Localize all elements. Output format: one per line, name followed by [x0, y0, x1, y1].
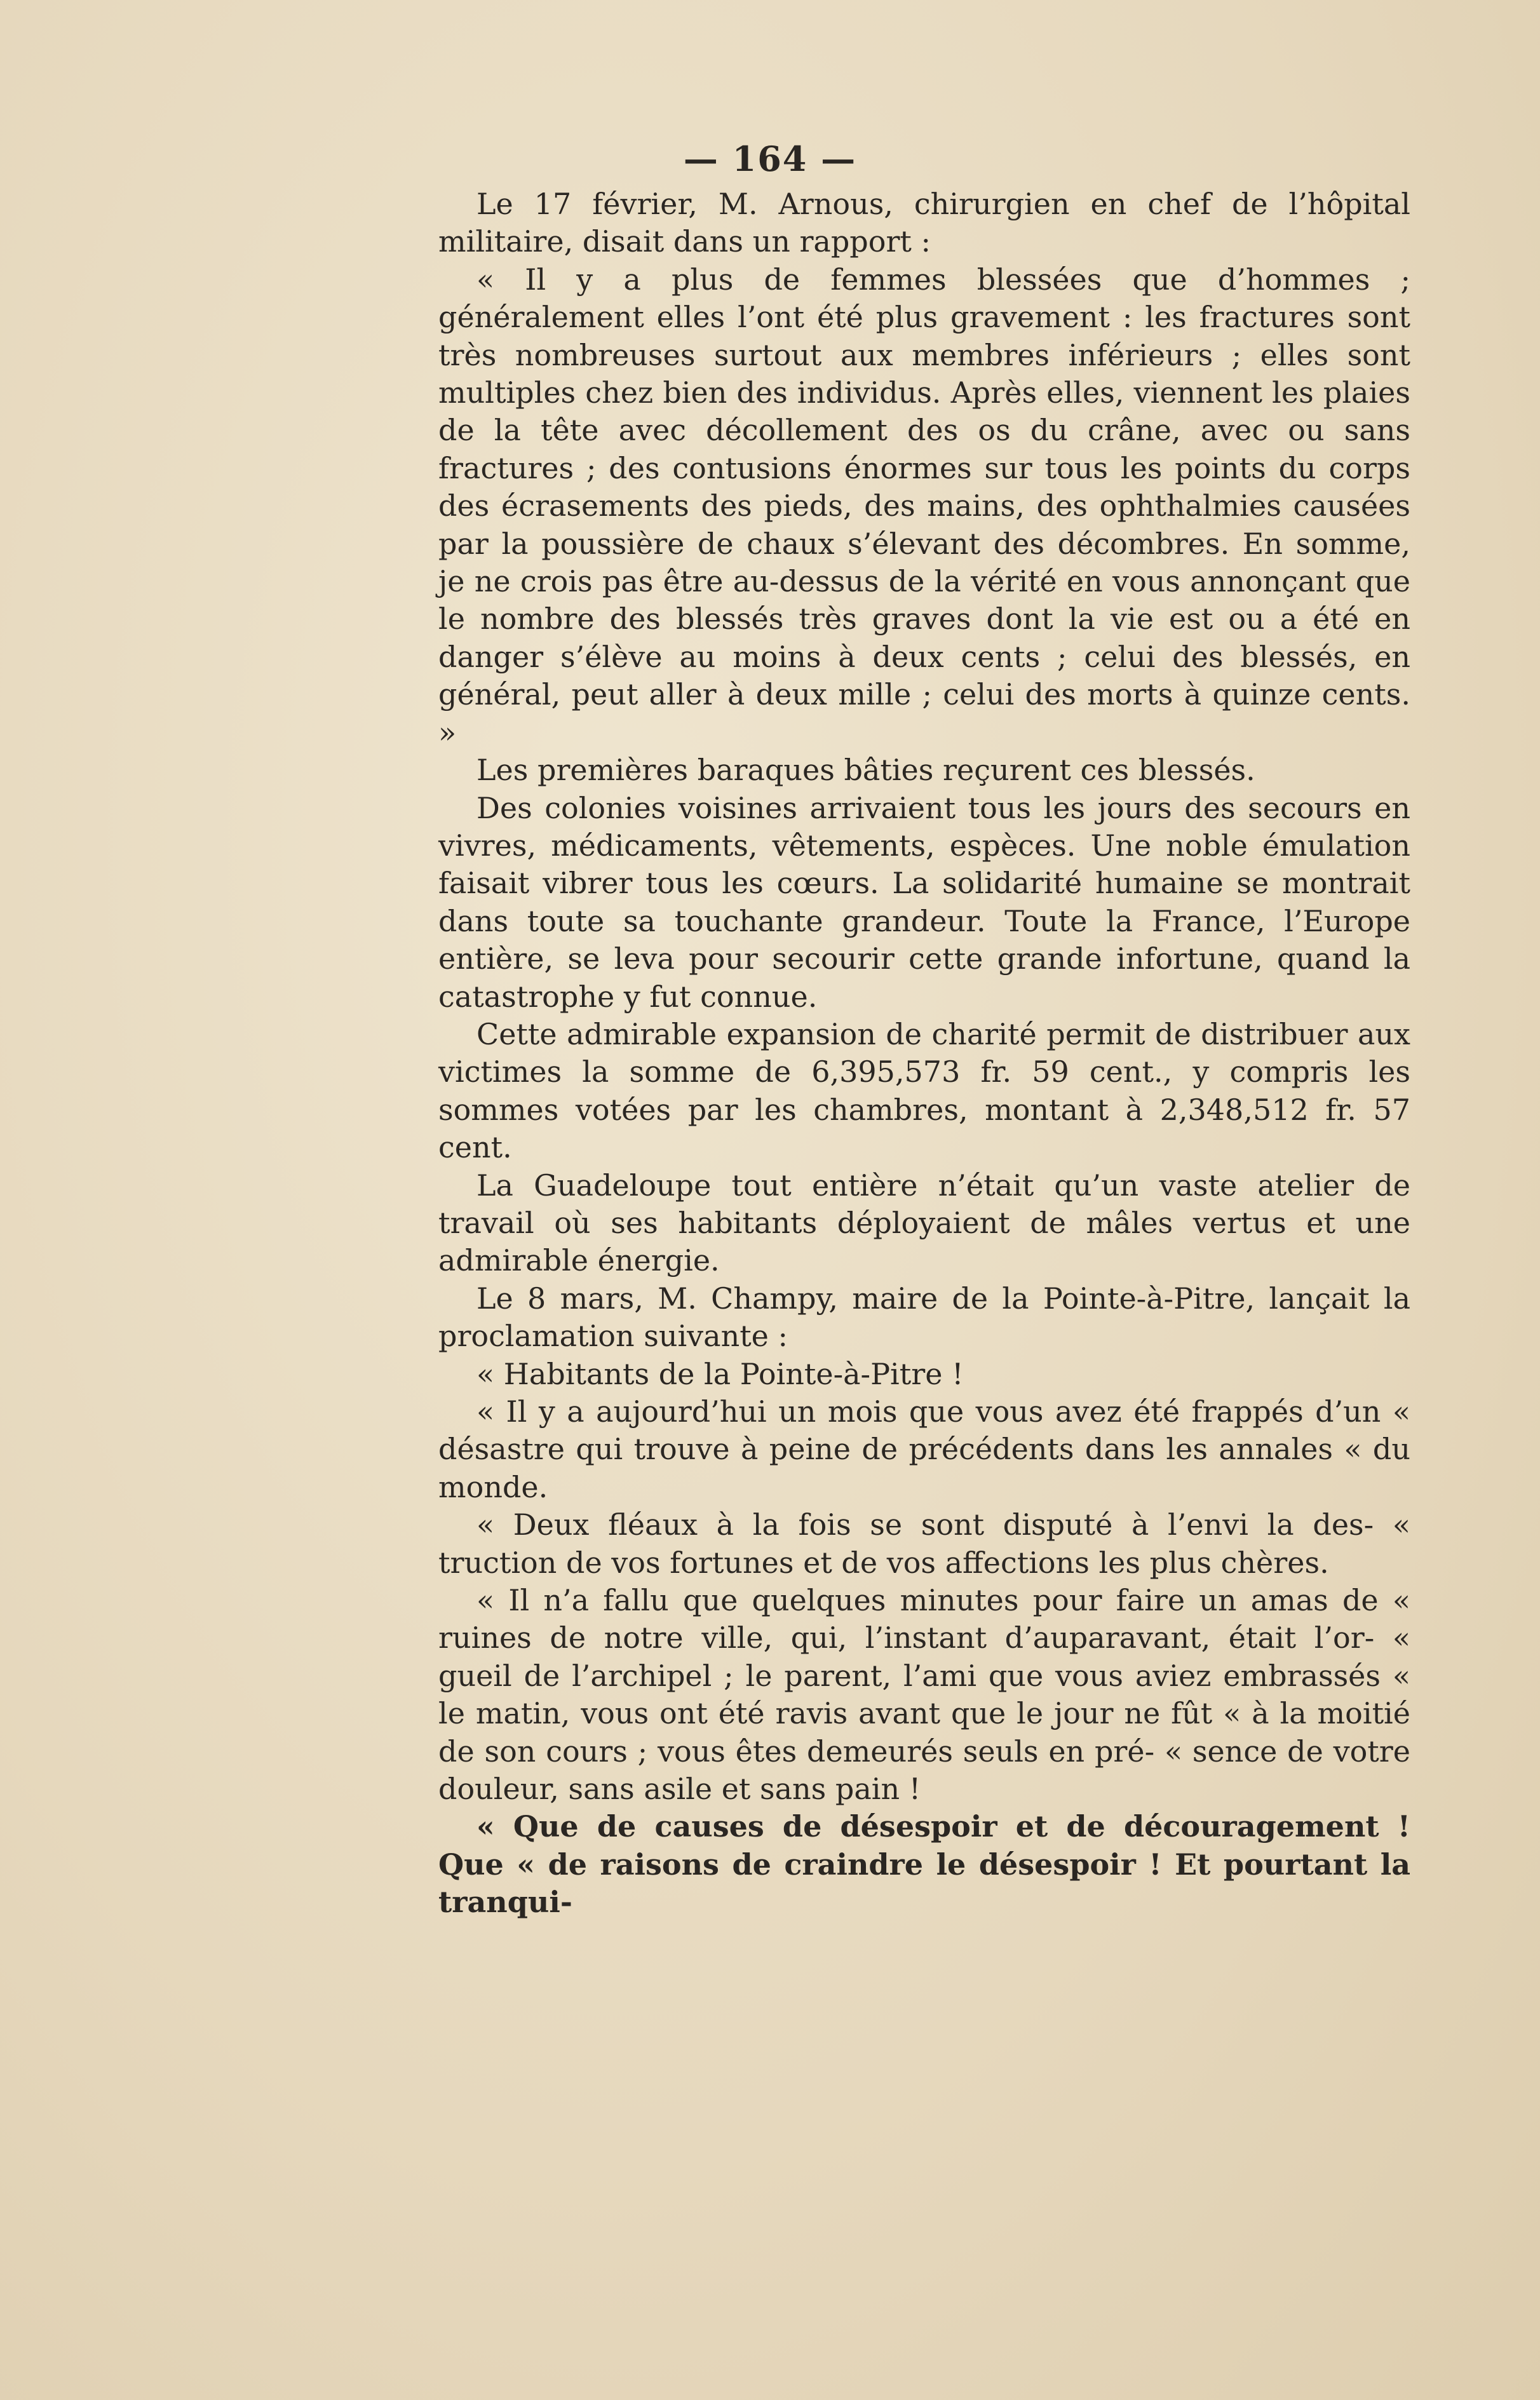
proclamation-paragraph: « Que de causes de désespoir et de découragement ! Que « de raisons de craindre le désespoir ! Et pourtant la tranqui- [438, 1809, 1410, 1920]
body-text [438, 185, 1410, 1922]
paragraph-report-quote: « Il y a plus de femmes blessées que d’hommes ; généralement elles l’ont été plus gravement : les fractures sont très nombreuses surtout aux membres inférieurs ; elles sont multiples chez bien des individus. Après elles, viennent les plaies de la tête avec décollement des os du crâne, avec ou sans fractures ; des contusions énormes sur tous les points du corps des écrasements des pieds, des mains, des ophthalmies causées par la poussière de chaux s’élevant des décombres. En somme, je ne crois pas être au-dessus de la vérité en vous annonçant que le nombre des blessés très graves dont la vie est ou a été en danger s’élève au moins à deux cents ; celui des blessés, en général, peut aller à deux mille ; celui des morts à quinze cents. » [438, 262, 1410, 750]
paragraph-proclamation-intro: Le 8 mars, M. Champy, maire de la Pointe-à-Pitre, lançait la proclamation suivante : [438, 1281, 1410, 1354]
page-number: — 164 — [683, 138, 857, 179]
proclamation-paragraph: « Il n’a fallu que quelques minutes pour faire un amas de « ruines de notre ville, qui, l’instant d’auparavant, était l’or- « gueil de l’archipel ; le parent, l’ami que vous aviez embrassés « le matin, vous ont été ravis avant que le jour ne fût « à la moitié de son cours ; vous êtes demeurés seuls en pré- « sence de votre douleur, sans asile et sans pain ! [438, 1583, 1410, 1807]
proclamation-paragraph: « Deux fléaux à la fois se sont disputé à l’envi la des- « truction de vos fortunes et de vos affections les plus chères. [438, 1507, 1410, 1580]
proclamation-paragraph: « Il y a aujourd’hui un mois que vous avez été frappés d’un « désastre qui trouve à peine de précédents dans les annales « du monde. [438, 1394, 1410, 1504]
proclamation-salutation: « Habitants de la Pointe-à-Pitre ! [476, 1356, 964, 1391]
paragraph-charity: Cette admirable expansion de charité permit de distribuer aux victimes la somme de 6,395,573 fr. 59 cent., y compris les sommes votées par les chambres, montant à 2,348,512 fr. 57 cent. [438, 1016, 1410, 1165]
paragraph-barracks: Les premières baraques bâties reçurent ces blessés. [476, 753, 1255, 788]
paragraph-report-intro: Le 17 février, M. Arnous, chirurgien en chef de l’hôpital militaire, disait dans un rapport : [438, 187, 1410, 259]
paragraph-colonies: Des colonies voisines arrivaient tous les jours des secours en vivres, médicaments, vêtements, espèces. Une noble émulation faisait vibrer tous les cœurs. La solidarité humaine se montrait dans toute sa touchante grandeur. Toute la France, l’Europe entière, se leva pour secourir cette grande infortune, quand la catastrophe y fut connue. [438, 790, 1410, 1014]
paragraph-guadeloupe: La Guadeloupe tout entière n’était qu’un vaste atelier de travail où ses habitants déployaient de mâles vertus et une admirable énergie. [438, 1168, 1410, 1278]
